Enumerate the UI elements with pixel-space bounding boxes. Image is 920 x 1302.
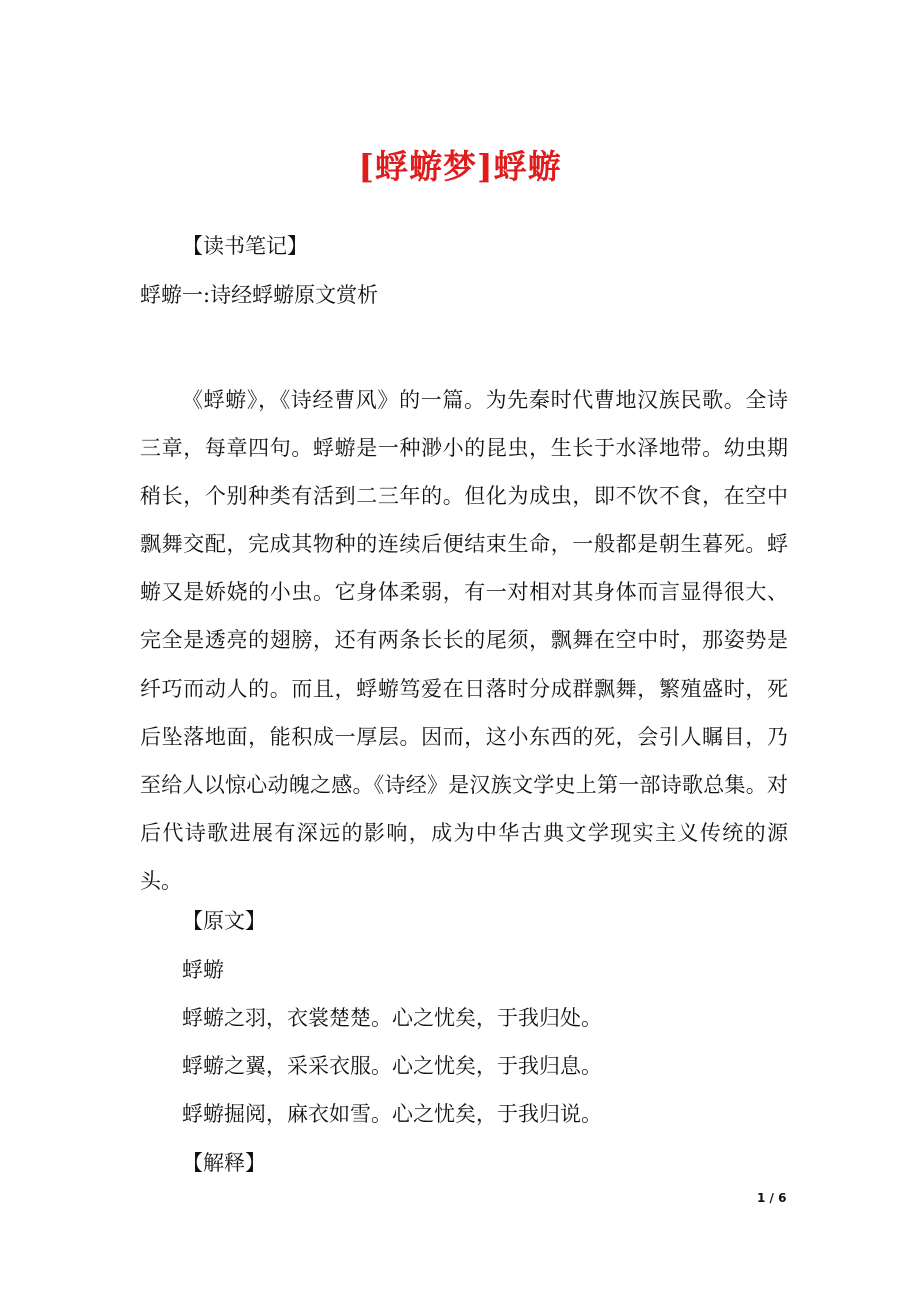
- page-title: [蜉蝣梦]蜉蝣: [358, 147, 562, 186]
- poem-line: 蜉蝣之羽，衣裳楚楚。心之忧矣，于我归处。: [182, 1006, 602, 1030]
- document-subtitle: 蜉蝣一:诗经蜉蝣原文赏析: [140, 283, 379, 307]
- page-number: 1 / 6: [757, 1191, 787, 1205]
- section-heading-reading-notes: 【读书笔记】: [182, 234, 308, 258]
- section-heading-original: 【原文】: [182, 909, 266, 933]
- poem-line: 蜉蝣掘阅，麻衣如雪。心之忧矣，于我归说。: [182, 1102, 602, 1126]
- poem-line: 蜉蝣之翼，采采衣服。心之忧矣，于我归息。: [182, 1054, 602, 1078]
- intro-paragraph: 《蜉蝣》，《诗经曹风》的一篇。为先秦时代曹地汉族民歌。全诗三章，每章四句。蜉蝣是一种渺小的昆虫，生长于水泽地带。幼虫期稍长，个别种类有活到二三年的。但化为成虫，即不饮不食，在空中飘舞交配，完成其物种的连续后便结束生命，一般都是朝生暮死。蜉蝣又是娇娆的小虫。它身体柔弱，有一对相对其身体而言显得很大、完全是透亮的翅膀，还有两条长长的尾须，飘舞在空中时，那姿势是纤巧而动人的。而且，蜉蝣笃爱在日落时分成群飘舞，繁殖盛时，死后坠落地面，能积成一厚层。因而，这小东西的死，会引人瞩目，乃至给人以惊心动魄之感。《诗经》是汉族文学史上第一部诗歌总集。对后代诗歌进展有深远的影响，成为中华古典文学现实主义传统的源头。: [140, 388, 788, 893]
- poem-title: 蜉蝣: [182, 958, 224, 982]
- section-heading-explanation: 【解释】: [182, 1151, 266, 1175]
